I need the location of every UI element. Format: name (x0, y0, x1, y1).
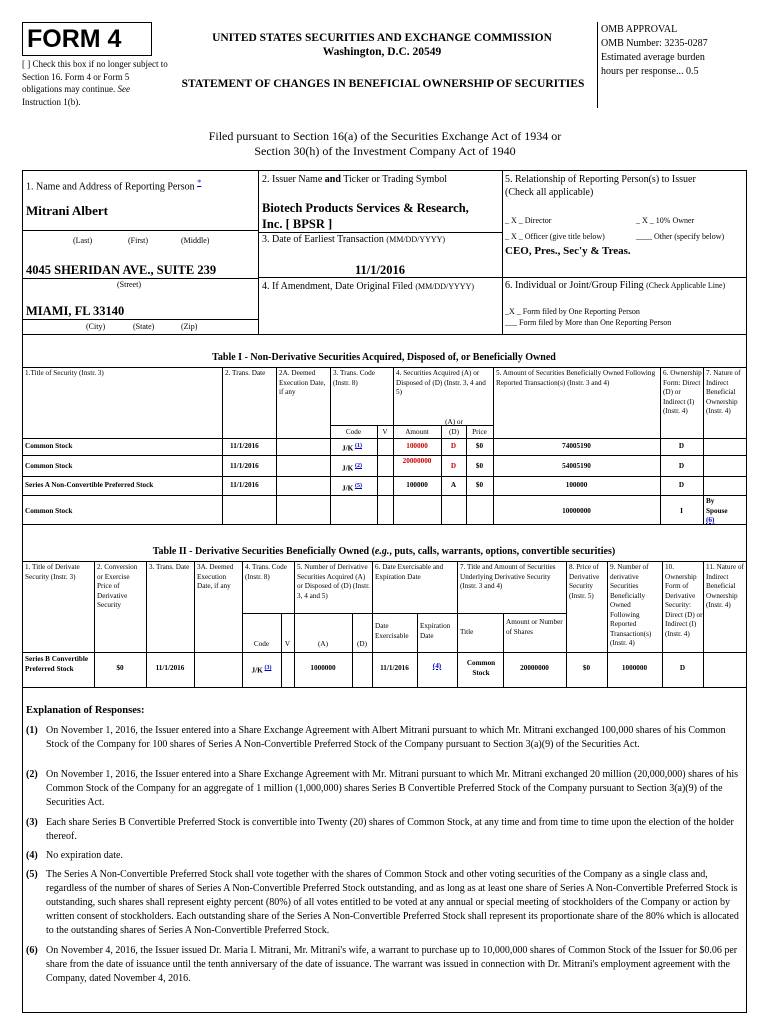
t2-h-deemed: 3A. Deemed Execution Date, if any (197, 563, 234, 590)
t2-h-price: 8. Price of Derivative Security (Instr. 5) (569, 563, 600, 600)
officer-title: CEO, Pres., Sec'y & Treas. (505, 245, 631, 257)
last-label: (Last) (73, 236, 93, 245)
footnote-link[interactable]: (1) (354, 443, 362, 449)
table-row: Series B Convertible Preferred Stock (25, 655, 89, 673)
t1-h-v: V (382, 428, 388, 436)
t2-h-date: 3. Trans. Date (149, 563, 190, 571)
statement-title: STATEMENT OF CHANGES IN BENEFICIAL OWNERSHIP OF SECURITIES (181, 78, 585, 90)
reporting-person-name: Mitrani Albert (26, 203, 108, 218)
filed-pursuant-line2: Section 30(h) of the Investment Company Act of 1940 (254, 144, 516, 158)
table-row: Common Stock (25, 462, 73, 470)
city-label: (City) (86, 322, 106, 331)
footnote-item: (5) The Series A Non-Convertible Preferred Stock shall vote together with the shares of Common Stock and other voting securities of the Company as a single class and, regardless of the number of shares of Series A Non-Convertible Preferred Stock outstanding, and as long as at least one share of Series A Non-Convertible Preferred Stock is outstanding, such shares shall represent eighty percent (80%) of all votes entitled to be voted at any annual or special meeting of stockholders of the Company or action by written consent of stockholders. Each outstanding share of the Series A Non-Convertible Preferred Stock shall represent its proportionate share of the 80% which is allocated to the outstanding shares of Series A Non-Convertible Preferred Stock. (26, 869, 739, 936)
t1-h-code: 3. Trans. Code (Instr. 8) (333, 369, 375, 387)
t1-h-nature: 7. Nature of Indirect Beneficial Ownership (Instr. 4) (706, 369, 741, 415)
middle-label: (Middle) (181, 236, 210, 245)
table1-top-rule (22, 334, 747, 335)
footnote-link[interactable]: (2) (354, 463, 362, 469)
footnote-link[interactable]: (3) (264, 665, 272, 671)
officer-check[interactable]: _ X _ Officer (give title below) (505, 232, 605, 241)
form-left-rule (22, 170, 23, 1012)
filing-more-persons[interactable]: ___ Form filed by More than One Reporting Person (505, 318, 672, 327)
table2-bottom (22, 687, 747, 688)
street-label: (Street) (117, 280, 141, 289)
t1-h-title: 1.Title of Security (Instr. 3) (25, 369, 104, 377)
footnote-item: (3) Each share Series B Convertible Preferred Stock is convertible into Twenty (20) shares of Common Stock, at any time and from time to time upon the election of the holder thereof. (26, 817, 734, 842)
first-label: (First) (128, 236, 148, 245)
table1-bottom (22, 524, 747, 525)
box-divider-2 (502, 170, 503, 334)
t1-h-amount: Amount (405, 428, 429, 436)
relationship-label: 5. Relationship of Reporting Person(s) to Issuer (Check all applicable) (505, 174, 696, 198)
filed-pursuant-line1: Filed pursuant to Section 16(a) of the Securities Exchange Act of 1934 or (208, 129, 562, 143)
city-state: MIAMI, FL 33140 (26, 304, 125, 318)
form-title-box (22, 22, 152, 56)
amendment-label: 4. If Amendment, Date Original Filed (MM/DD/YYYY) (262, 281, 474, 292)
city-underline (22, 319, 258, 320)
table1-header-bottom (22, 438, 747, 439)
ten-percent-owner-check[interactable]: _ X _ 10% Owner (636, 216, 695, 225)
t2-h-number: 5. Number of Derivative Securities Acquired (A) or Disposed of (D) (Instr. 3, 4 and 5) (297, 563, 370, 600)
agency-city: Washington, D.C. 20549 (322, 46, 442, 58)
table-row: Series A Non-Convertible Preferred Stock (25, 481, 154, 489)
issuer-label: 2. Issuer Name and Ticker or Trading Symbol (262, 174, 448, 185)
footnote-item: (2) On November 1, 2016, the Issuer entered into a Share Exchange Agreement with Mr. Mitrani pursuant to which Mr. Mitrani exchanged 20 million (20,000,000) shares of his Common Stock of the Company for an aggregate of 1 million (1,000,000) shares Series B Convertible Preferred Stock of the Company pursuant to Section 3(a)(9) of the Securities Act. (26, 769, 739, 808)
zip-label: (Zip) (181, 322, 198, 331)
footnote-link[interactable]: (4) (432, 662, 442, 670)
street-underline (22, 278, 258, 279)
t1-h-acquired: 4. Securities Acquired (A) or Disposed of (D) (Instr. 3, 4 and 5) (396, 369, 486, 396)
t1-h-deemed: 2A. Deemed Execution Date, if any (279, 369, 326, 396)
filing-label: 6. Individual or Joint/Group Filing (Check Applicable Line) (505, 280, 726, 291)
explanation-heading: Explanation of Responses: (26, 705, 145, 716)
t2-h-underlying: 7. Title and Amount of Securities Underlying Derivative Security (Instr. 3 and 4) (460, 563, 556, 590)
form-bottom-rule (22, 1012, 747, 1013)
footnote-item: (4) No expiration date. (26, 850, 123, 861)
t1-h-form: 6. Ownership Form: Direct (D) or Indirect (I) (Instr. 4) (663, 369, 702, 415)
footnote-item: (6) On November 4, 2016, the Issuer issued Dr. Maria I. Mitrani, Mr. Mitrani's wife, a warrant to purchase up to 10,000,000 shares of Common Stock of the Issuer for $0.06 per share from the date of issuance until the tenth anniversary of the date of issuance. The warrant was issued in connection with Dr. Mitrani's employment agreement with the Company, dated November 4, 2016. (26, 945, 738, 984)
footnote-link[interactable]: (5) (354, 483, 362, 489)
earliest-transaction-date: 11/1/2016 (354, 263, 405, 277)
reporting-person-label: 1. Name and Address of Reporting Person * (26, 178, 202, 193)
footnote-link[interactable]: (6) (706, 516, 715, 524)
t2-h-code: 4. Trans. Code (Instr. 8) (245, 563, 287, 581)
t1-h-date: 2. Trans. Date (225, 369, 266, 377)
box-divider-1 (258, 170, 259, 334)
t2-h-nature: 11. Nature of Indirect Beneficial Ownership (Instr. 4) (706, 563, 744, 609)
asterisk-link[interactable]: * (197, 178, 202, 187)
t2-h-conversion: 2. Conversion or Exercise Price of Derivative Security (97, 563, 138, 609)
form-top-rule (22, 170, 747, 171)
nature-by-spouse: By Spouse (6) (706, 497, 736, 526)
t1-h-code-sub: Code (345, 428, 362, 436)
filing-one-person[interactable]: _X _ Form filed by One Reporting Person (505, 307, 640, 316)
section16-checkbox-note[interactable]: [ ] Check this box if no longer subject to Section 16. Form 4 or Form 5 obligations may continue. See Instruction 1(b). (22, 59, 168, 107)
omb-approval: OMB APPROVAL OMB Number: 3235-0287 Estimated average burden hours per response... 0.5 (601, 24, 708, 77)
earliest-transaction-label: 3. Date of Earliest Transaction (MM/DD/YYYY) (262, 234, 446, 245)
footnote-item: (1) On November 1, 2016, the Issuer entered into a Share Exchange Agreement with Albert Mitrani pursuant to which Mr. Mitrani exchanged 100,000 shares of his Common Stock of the Company for 100 shares of Series A Non-Convertible Preferred Stock of the Company pursuant to Section 3(a)(9) of the Securities Act. (26, 725, 726, 750)
t1-h-aord: (A) or (D) (445, 418, 463, 436)
t2-h-exercisable: 6. Date Exercisable and Expiration Date (375, 563, 444, 581)
table-row: Common Stock (25, 442, 73, 450)
other-check[interactable]: ____ Other (specify below) (636, 232, 725, 241)
issuer-name: Biotech Products Services & Research, Inc. [ BPSR ] (262, 201, 469, 231)
table2-header-bottom (22, 652, 747, 653)
earliest-divider (258, 277, 746, 278)
name-underline (22, 230, 258, 231)
table2-header-top (22, 561, 747, 562)
form-title: FORM 4 (27, 25, 122, 53)
t2-h-title: 1. Title of Derivate Security (Instr. 3) (25, 563, 80, 581)
t1-h-owned: 5. Amount of Securities Beneficially Owned Following Reported Transaction(s) (Instr. 3 and 4) (496, 369, 656, 387)
table2-title: Table II - Derivative Securities Beneficially Owned (e.g., puts, calls, warrants, options, convertible securities) (152, 546, 616, 557)
director-check[interactable]: _ X _ Director (505, 216, 552, 225)
t2-h-form: 10. Ownership Form of Derivative Security: Direct (D) or Indirect (I) (Instr. 4) (665, 563, 703, 638)
t1-h-price: Price (472, 428, 487, 436)
form-right-rule (746, 170, 747, 1012)
table1-title: Table I - Non-Derivative Securities Acquired, Disposed of, or Beneficially Owned (212, 352, 556, 363)
table1-header-top (22, 367, 747, 368)
issuer-divider (258, 232, 502, 233)
table-row: Common Stock (25, 507, 73, 515)
agency-name: UNITED STATES SECURITIES AND EXCHANGE COMMISSION (212, 32, 552, 44)
omb-divider (597, 22, 598, 108)
t2-h-owned: 9. Number of derivative Securities Beneficially Owned Following Reported Transaction(s) (Instr. 4) (610, 563, 652, 647)
street-address: 4045 SHERIDAN AVE., SUITE 239 (26, 263, 217, 277)
state-label: (State) (133, 322, 155, 331)
